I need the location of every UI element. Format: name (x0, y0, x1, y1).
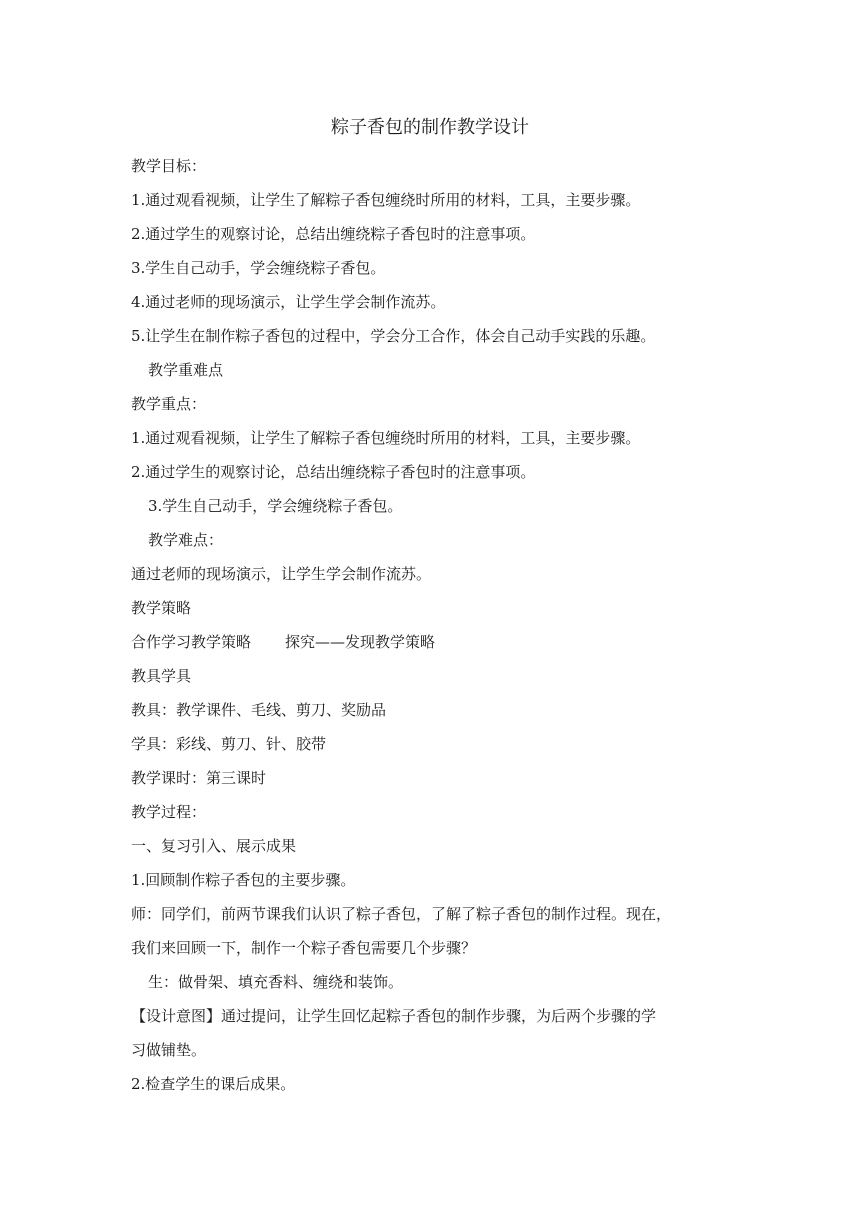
step-item: 2.检查学生的课后成果。 (131, 1075, 296, 1093)
objective-item: 5.让学生在制作粽子香包的过程中，学会分工合作，体会自己动手实践的乐趣。 (131, 327, 656, 345)
key-points-heading: 教学重点： (131, 395, 207, 413)
strategy-heading: 教学策略 (131, 599, 192, 617)
objectives-heading: 教学目标： (131, 157, 207, 175)
key-difficult-heading: 教学重难点 (148, 361, 224, 379)
difficult-heading: 教学难点： (148, 531, 224, 549)
process-heading: 教学过程： (131, 803, 207, 821)
tools-heading: 教具学具 (131, 667, 192, 685)
step-item: 1.回顾制作粽子香包的主要步骤。 (131, 871, 356, 889)
key-point-item: 3.学生自己动手，学会缠绕粽子香包。 (148, 497, 403, 515)
document-title: 粽子香包的制作教学设计 (331, 117, 529, 138)
student-answer: 生：做骨架、填充香料、缠绕和装饰。 (148, 973, 404, 991)
design-intent: 【设计意图】通过提问，让学生回忆起粽子香包的制作步骤，为后两个步骤的学 (131, 1007, 657, 1025)
strategy-line (131, 631, 435, 653)
objective-item: 3.学生自己动手，学会缠绕粽子香包。 (131, 259, 386, 277)
teacher-dialogue: 师：同学们，前两节课我们认识了粽子香包，了解了粽子香包的制作过程。现在， (131, 905, 672, 923)
objective-item: 2.通过学生的观察讨论，总结出缠绕粽子香包时的注意事项。 (131, 225, 536, 243)
teacher-dialogue: 我们来回顾一下，制作一个粽子香包需要几个步骤？ (131, 939, 477, 957)
difficult-point: 通过老师的现场演示，让学生学会制作流苏。 (131, 565, 432, 583)
strategy-item: 合作学习教学策略 (131, 633, 252, 651)
objective-item: 1.通过观看视频，让学生了解粽子香包缠绕时所用的材料，工具，主要步骤。 (131, 191, 641, 209)
key-point-item: 1.通过观看视频，让学生了解粽子香包缠绕时所用的材料，工具，主要步骤。 (131, 429, 641, 447)
student-tools: 学具：彩线、剪刀、针、胶带 (131, 735, 327, 753)
teacher-tools: 教具：教学课件、毛线、剪刀、奖励品 (131, 701, 387, 719)
objective-item: 4.通过老师的现场演示，让学生学会制作流苏。 (131, 293, 446, 311)
lesson-hours: 教学课时：第三课时 (131, 769, 267, 787)
section-heading: 一、复习引入、展示成果 (131, 837, 297, 855)
design-intent: 习做铺垫。 (131, 1041, 207, 1059)
strategy-item: 探究——发现教学策略 (285, 633, 436, 651)
key-point-item: 2.通过学生的观察讨论，总结出缠绕粽子香包时的注意事项。 (131, 463, 536, 481)
